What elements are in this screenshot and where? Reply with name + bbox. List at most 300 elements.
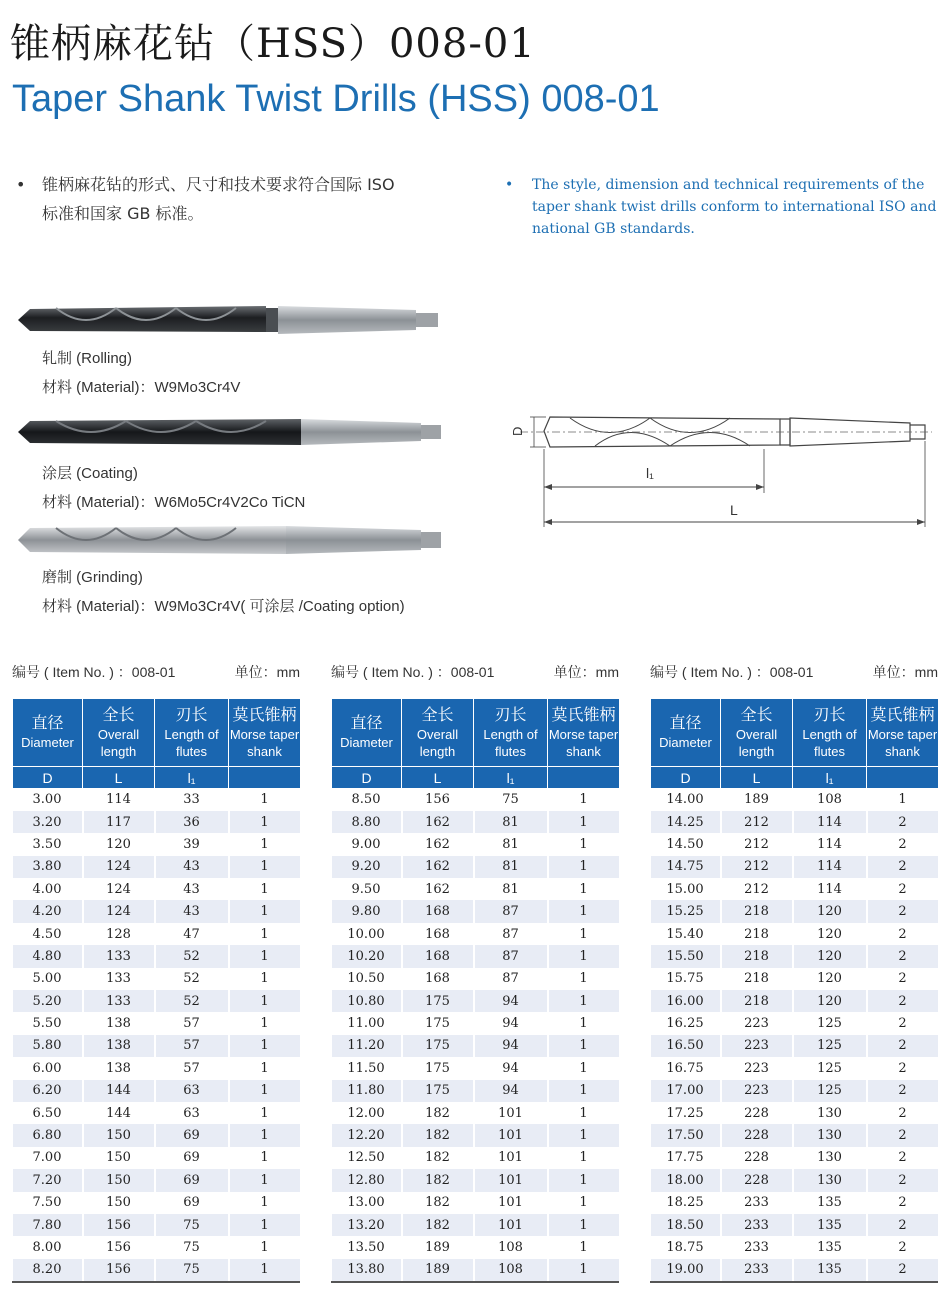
table-cell: 57: [155, 1057, 229, 1079]
table-cell: 124: [83, 856, 155, 878]
column-header: [83, 699, 155, 767]
table-cell: 2: [867, 1035, 939, 1057]
table-cell: 138: [83, 1012, 155, 1034]
table-cell: 69: [155, 1124, 229, 1146]
table-row: [651, 1147, 939, 1169]
column-header: [793, 699, 867, 767]
table-cell: 162: [402, 833, 474, 855]
table-cell: 182: [402, 1124, 474, 1146]
column-header-cn: 莫氏锥柄: [232, 706, 297, 724]
table-row: [651, 1259, 939, 1281]
table-cell: 13.80: [332, 1259, 402, 1281]
table-cell: 168: [402, 945, 474, 967]
table-cell: 6.00: [13, 1057, 83, 1079]
table-cell: 3.80: [13, 856, 83, 878]
column-symbol: L: [83, 767, 155, 789]
table-cell: 43: [155, 878, 229, 900]
table-cell: 52: [155, 968, 229, 990]
table-cell: 150: [83, 1192, 155, 1214]
table-cell: 17.75: [651, 1147, 721, 1169]
table-row: [651, 990, 939, 1012]
table-cell: 6.20: [13, 1080, 83, 1102]
table-cell: 138: [83, 1035, 155, 1057]
table-cell: 108: [793, 789, 867, 811]
table-meta: [650, 662, 938, 686]
table-cell: 4.80: [13, 945, 83, 967]
table-cell: 228: [721, 1147, 793, 1169]
item-number-label: 编号 ( Item No. ) ：008-01: [12, 664, 176, 680]
table-row: [13, 1080, 301, 1102]
table-cell: 8.20: [13, 1259, 83, 1281]
table-cell: 223: [721, 1012, 793, 1034]
table-cell: 16.50: [651, 1035, 721, 1057]
table-cell: 228: [721, 1124, 793, 1146]
table-cell: 33: [155, 789, 229, 811]
intro-en: [505, 174, 945, 240]
table-cell: 1: [548, 1192, 620, 1214]
table-cell: 13.50: [332, 1236, 402, 1258]
table-row: [13, 1012, 301, 1034]
column-symbol: L: [402, 767, 474, 789]
table-row: [332, 945, 620, 967]
table-cell: 5.00: [13, 968, 83, 990]
diagram-label-l: L: [730, 502, 738, 518]
table-row: [651, 968, 939, 990]
table-cell: 1: [548, 1236, 620, 1258]
table-cell: 175: [402, 990, 474, 1012]
table-cell: 87: [474, 923, 548, 945]
table-bottom-rule: [650, 1281, 938, 1283]
table-cell: 144: [83, 1102, 155, 1124]
table-row: [13, 833, 301, 855]
table-row: [13, 1259, 301, 1281]
table-cell: 1: [229, 1192, 301, 1214]
table-cell: 1: [867, 789, 939, 811]
table-row: [651, 1035, 939, 1057]
intro-en-text: The style, dimension and technical requirements of the taper shank twist drills conform to international ISO and national GB standards.: [532, 177, 937, 237]
table-cell: 168: [402, 968, 474, 990]
column-symbol: [229, 767, 301, 789]
table-cell: 133: [83, 945, 155, 967]
table-row: [651, 1080, 939, 1102]
table-cell: 1: [229, 1236, 301, 1258]
table-cell: 11.00: [332, 1012, 402, 1034]
table-cell: 233: [721, 1192, 793, 1214]
table-row: [651, 1102, 939, 1124]
table-cell: 120: [793, 990, 867, 1012]
column-header-cn: 莫氏锥柄: [551, 706, 616, 724]
table-cell: 69: [155, 1147, 229, 1169]
table-cell: 5.80: [13, 1035, 83, 1057]
table-row: [13, 1169, 301, 1191]
table-cell: 1: [229, 1057, 301, 1079]
table-cell: 1: [229, 900, 301, 922]
table-cell: 218: [721, 945, 793, 967]
table-row: [332, 1192, 620, 1214]
table-cell: 94: [474, 1057, 548, 1079]
table-row: [651, 923, 939, 945]
table-cell: 189: [721, 789, 793, 811]
table-cell: 9.80: [332, 900, 402, 922]
table-row: [651, 878, 939, 900]
table-cell: 13.00: [332, 1192, 402, 1214]
table-cell: 75: [155, 1259, 229, 1281]
column-symbol: D: [332, 767, 402, 789]
column-header-en: Diameter: [21, 735, 74, 750]
table-cell: 6.80: [13, 1124, 83, 1146]
table-row: [13, 1214, 301, 1236]
table-cell: 1: [229, 990, 301, 1012]
table-row: [651, 1236, 939, 1258]
table-cell: 17.00: [651, 1080, 721, 1102]
table-cell: 8.50: [332, 789, 402, 811]
table-cell: 2: [867, 968, 939, 990]
bullet-icon: •: [16, 175, 26, 194]
table-row: [332, 856, 620, 878]
table-row: [332, 833, 620, 855]
table-cell: 182: [402, 1147, 474, 1169]
table-cell: 1: [229, 945, 301, 967]
table-cell: 15.40: [651, 923, 721, 945]
table-cell: 11.20: [332, 1035, 402, 1057]
spec-table-block-2: [331, 662, 619, 1283]
table-cell: 125: [793, 1012, 867, 1034]
table-cell: 150: [83, 1124, 155, 1146]
column-header: [867, 699, 939, 767]
table-cell: 1: [548, 811, 620, 833]
column-header-en: Length of flutes: [483, 726, 538, 759]
table-cell: 1: [229, 878, 301, 900]
table-cell: 1: [548, 990, 620, 1012]
table-cell: 7.00: [13, 1147, 83, 1169]
column-header: [721, 699, 793, 767]
table-cell: 1: [548, 1102, 620, 1124]
table-row: [13, 1147, 301, 1169]
spec-table-block-3: [650, 662, 938, 1283]
table-cell: 144: [83, 1080, 155, 1102]
table-cell: 18.50: [651, 1214, 721, 1236]
table-cell: 223: [721, 1035, 793, 1057]
table-cell: 124: [83, 878, 155, 900]
column-header-cn: 全长: [740, 706, 773, 724]
table-cell: 120: [83, 833, 155, 855]
table-row: [13, 923, 301, 945]
table-cell: 7.80: [13, 1214, 83, 1236]
table-row: [13, 968, 301, 990]
table-cell: 1: [229, 1147, 301, 1169]
table-row: [651, 856, 939, 878]
table-row: [332, 1214, 620, 1236]
table-cell: 1: [229, 1169, 301, 1191]
table-cell: 168: [402, 900, 474, 922]
table-cell: 87: [474, 968, 548, 990]
table-cell: 2: [867, 1236, 939, 1258]
table-cell: 14.00: [651, 789, 721, 811]
table-cell: 101: [474, 1214, 548, 1236]
table-cell: 87: [474, 945, 548, 967]
unit-label: 单位：mm: [872, 664, 938, 680]
table-row: [332, 1035, 620, 1057]
table-row: [332, 1080, 620, 1102]
grinding-material-label: 材料 (Material)：W9Mo3Cr4V( 可涂层 /Coating option): [42, 598, 405, 615]
table-row: [332, 811, 620, 833]
table-cell: 108: [474, 1259, 548, 1281]
table-cell: 1: [229, 856, 301, 878]
table-cell: 150: [83, 1147, 155, 1169]
table-row: [13, 990, 301, 1012]
table-row: [332, 878, 620, 900]
table-row: [332, 1012, 620, 1034]
column-symbol: D: [651, 767, 721, 789]
table-cell: 125: [793, 1080, 867, 1102]
table-row: [332, 968, 620, 990]
table-row: [13, 878, 301, 900]
table-row: [651, 1124, 939, 1146]
table-row: [13, 811, 301, 833]
diagram-label-d: D: [510, 426, 525, 436]
table-header-row: [332, 699, 620, 767]
table-cell: 233: [721, 1214, 793, 1236]
item-number-label: 编号 ( Item No. ) ：008-01: [650, 664, 814, 680]
table-row: [651, 900, 939, 922]
table-row: [332, 923, 620, 945]
table-cell: 1: [229, 1259, 301, 1281]
dimension-diagram: [500, 405, 940, 535]
table-row: [651, 1192, 939, 1214]
table-cell: 1: [548, 1169, 620, 1191]
page-title-cn: 锥柄麻花钻（HSS）008-01: [10, 21, 536, 67]
table-cell: 1: [229, 1214, 301, 1236]
table-cell: 1: [548, 878, 620, 900]
table-cell: 2: [867, 923, 939, 945]
table-cell: 8.80: [332, 811, 402, 833]
table-cell: 94: [474, 990, 548, 1012]
table-cell: 17.50: [651, 1124, 721, 1146]
column-header-en: Morse taper shank: [229, 726, 300, 759]
table-cell: 94: [474, 1035, 548, 1057]
table-cell: 223: [721, 1057, 793, 1079]
table-cell: 3.20: [13, 811, 83, 833]
table-cell: 14.25: [651, 811, 721, 833]
table-symbol-row: [651, 767, 939, 789]
intro-cn: [16, 170, 466, 228]
table-cell: 1: [548, 968, 620, 990]
table-cell: 228: [721, 1102, 793, 1124]
table-cell: 81: [474, 856, 548, 878]
table-cell: 13.20: [332, 1214, 402, 1236]
table-cell: 120: [793, 923, 867, 945]
column-header-en: Diameter: [340, 735, 393, 750]
column-symbol: [548, 767, 620, 789]
table-row: [13, 1124, 301, 1146]
table-cell: 135: [793, 1236, 867, 1258]
table-cell: 114: [83, 789, 155, 811]
table-cell: 233: [721, 1236, 793, 1258]
table-cell: 175: [402, 1035, 474, 1057]
column-header-cn: 莫氏锥柄: [870, 706, 935, 724]
table-cell: 2: [867, 811, 939, 833]
table-cell: 212: [721, 856, 793, 878]
table-cell: 175: [402, 1012, 474, 1034]
table-cell: 16.25: [651, 1012, 721, 1034]
column-header: [155, 699, 229, 767]
table-cell: 1: [229, 1102, 301, 1124]
table-cell: 1: [229, 1012, 301, 1034]
table-cell: 1: [229, 833, 301, 855]
table-cell: 2: [867, 1192, 939, 1214]
table-cell: 2: [867, 1012, 939, 1034]
table-cell: 63: [155, 1080, 229, 1102]
table-cell: 2: [867, 990, 939, 1012]
table-cell: 5.20: [13, 990, 83, 1012]
table-cell: 124: [83, 900, 155, 922]
table-cell: 1: [548, 1057, 620, 1079]
table-cell: 4.20: [13, 900, 83, 922]
table-cell: 87: [474, 900, 548, 922]
table-cell: 36: [155, 811, 229, 833]
table-row: [13, 1102, 301, 1124]
table-cell: 4.00: [13, 878, 83, 900]
table-cell: 2: [867, 878, 939, 900]
table-cell: 1: [548, 789, 620, 811]
spec-table: [12, 698, 302, 1281]
column-header-en: Diameter: [659, 735, 712, 750]
table-cell: 52: [155, 990, 229, 1012]
table-cell: 75: [155, 1236, 229, 1258]
table-row: [651, 811, 939, 833]
table-cell: 14.50: [651, 833, 721, 855]
table-cell: 175: [402, 1080, 474, 1102]
coating-material-label: 材料 (Material)：W6Mo5Cr4V2Co TiCN: [42, 494, 306, 511]
table-cell: 130: [793, 1147, 867, 1169]
table-row: [332, 1236, 620, 1258]
table-cell: 1: [229, 1124, 301, 1146]
table-cell: 101: [474, 1169, 548, 1191]
spec-table: [650, 698, 940, 1281]
column-header: [13, 699, 83, 767]
table-cell: 233: [721, 1259, 793, 1281]
table-row: [13, 1236, 301, 1258]
table-cell: 189: [402, 1259, 474, 1281]
table-cell: 212: [721, 878, 793, 900]
table-cell: 1: [229, 811, 301, 833]
table-row: [651, 833, 939, 855]
table-cell: 3.00: [13, 789, 83, 811]
intro-cn-line1: 锥柄麻花钻的形式、尺寸和技术要求符合国际 ISO: [42, 175, 395, 194]
table-row: [332, 1102, 620, 1124]
column-header-cn: 直径: [350, 715, 383, 732]
table-cell: 43: [155, 856, 229, 878]
column-header: [474, 699, 548, 767]
column-header: [229, 699, 301, 767]
table-cell: 1: [548, 1012, 620, 1034]
table-cell: 101: [474, 1192, 548, 1214]
table-cell: 120: [793, 968, 867, 990]
table-cell: 17.25: [651, 1102, 721, 1124]
column-header: [402, 699, 474, 767]
column-symbol: L: [721, 767, 793, 789]
table-cell: 69: [155, 1169, 229, 1191]
table-row: [332, 990, 620, 1012]
table-cell: 162: [402, 811, 474, 833]
column-header-cn: 刃长: [494, 706, 527, 724]
table-cell: 57: [155, 1035, 229, 1057]
column-symbol: l₁: [155, 767, 229, 789]
table-cell: 133: [83, 990, 155, 1012]
table-cell: 9.20: [332, 856, 402, 878]
column-header-cn: 直径: [669, 715, 702, 732]
table-cell: 168: [402, 923, 474, 945]
table-cell: 1: [548, 945, 620, 967]
table-cell: 2: [867, 1057, 939, 1079]
table-cell: 1: [548, 1080, 620, 1102]
column-header: [332, 699, 402, 767]
rolling-material-label: 材料 (Material)：W9Mo3Cr4V: [42, 379, 241, 396]
table-cell: 182: [402, 1102, 474, 1124]
table-cell: 16.75: [651, 1057, 721, 1079]
table-cell: 218: [721, 900, 793, 922]
table-cell: 94: [474, 1080, 548, 1102]
table-cell: 11.50: [332, 1057, 402, 1079]
table-cell: 218: [721, 923, 793, 945]
table-cell: 156: [83, 1214, 155, 1236]
table-symbol-row: [13, 767, 301, 789]
table-row: [651, 945, 939, 967]
table-cell: 43: [155, 900, 229, 922]
table-cell: 9.00: [332, 833, 402, 855]
column-header-en: Morse taper shank: [867, 726, 938, 759]
column-header-cn: 直径: [31, 715, 64, 732]
table-cell: 117: [83, 811, 155, 833]
table-cell: 150: [83, 1169, 155, 1191]
table-row: [13, 900, 301, 922]
table-row: [332, 1147, 620, 1169]
table-meta: [331, 662, 619, 686]
table-row: [13, 856, 301, 878]
table-cell: 15.75: [651, 968, 721, 990]
table-row: [13, 789, 301, 811]
column-header: [548, 699, 620, 767]
table-cell: 10.20: [332, 945, 402, 967]
table-cell: 125: [793, 1057, 867, 1079]
table-cell: 2: [867, 1080, 939, 1102]
table-cell: 15.25: [651, 900, 721, 922]
column-symbol: l₁: [474, 767, 548, 789]
table-cell: 18.25: [651, 1192, 721, 1214]
spec-table: [331, 698, 621, 1281]
table-cell: 108: [474, 1236, 548, 1258]
table-cell: 5.50: [13, 1012, 83, 1034]
table-cell: 81: [474, 878, 548, 900]
table-cell: 2: [867, 1124, 939, 1146]
table-row: [13, 1057, 301, 1079]
table-cell: 1: [548, 1035, 620, 1057]
table-cell: 81: [474, 811, 548, 833]
table-symbol-row: [332, 767, 620, 789]
table-cell: 2: [867, 900, 939, 922]
table-row: [651, 789, 939, 811]
table-cell: 1: [548, 923, 620, 945]
table-cell: 2: [867, 833, 939, 855]
table-cell: 114: [793, 878, 867, 900]
table-cell: 101: [474, 1124, 548, 1146]
column-symbol: l₁: [793, 767, 867, 789]
column-header-en: Overall length: [97, 726, 140, 759]
table-cell: 2: [867, 856, 939, 878]
table-cell: 81: [474, 833, 548, 855]
table-cell: 63: [155, 1102, 229, 1124]
table-cell: 94: [474, 1012, 548, 1034]
